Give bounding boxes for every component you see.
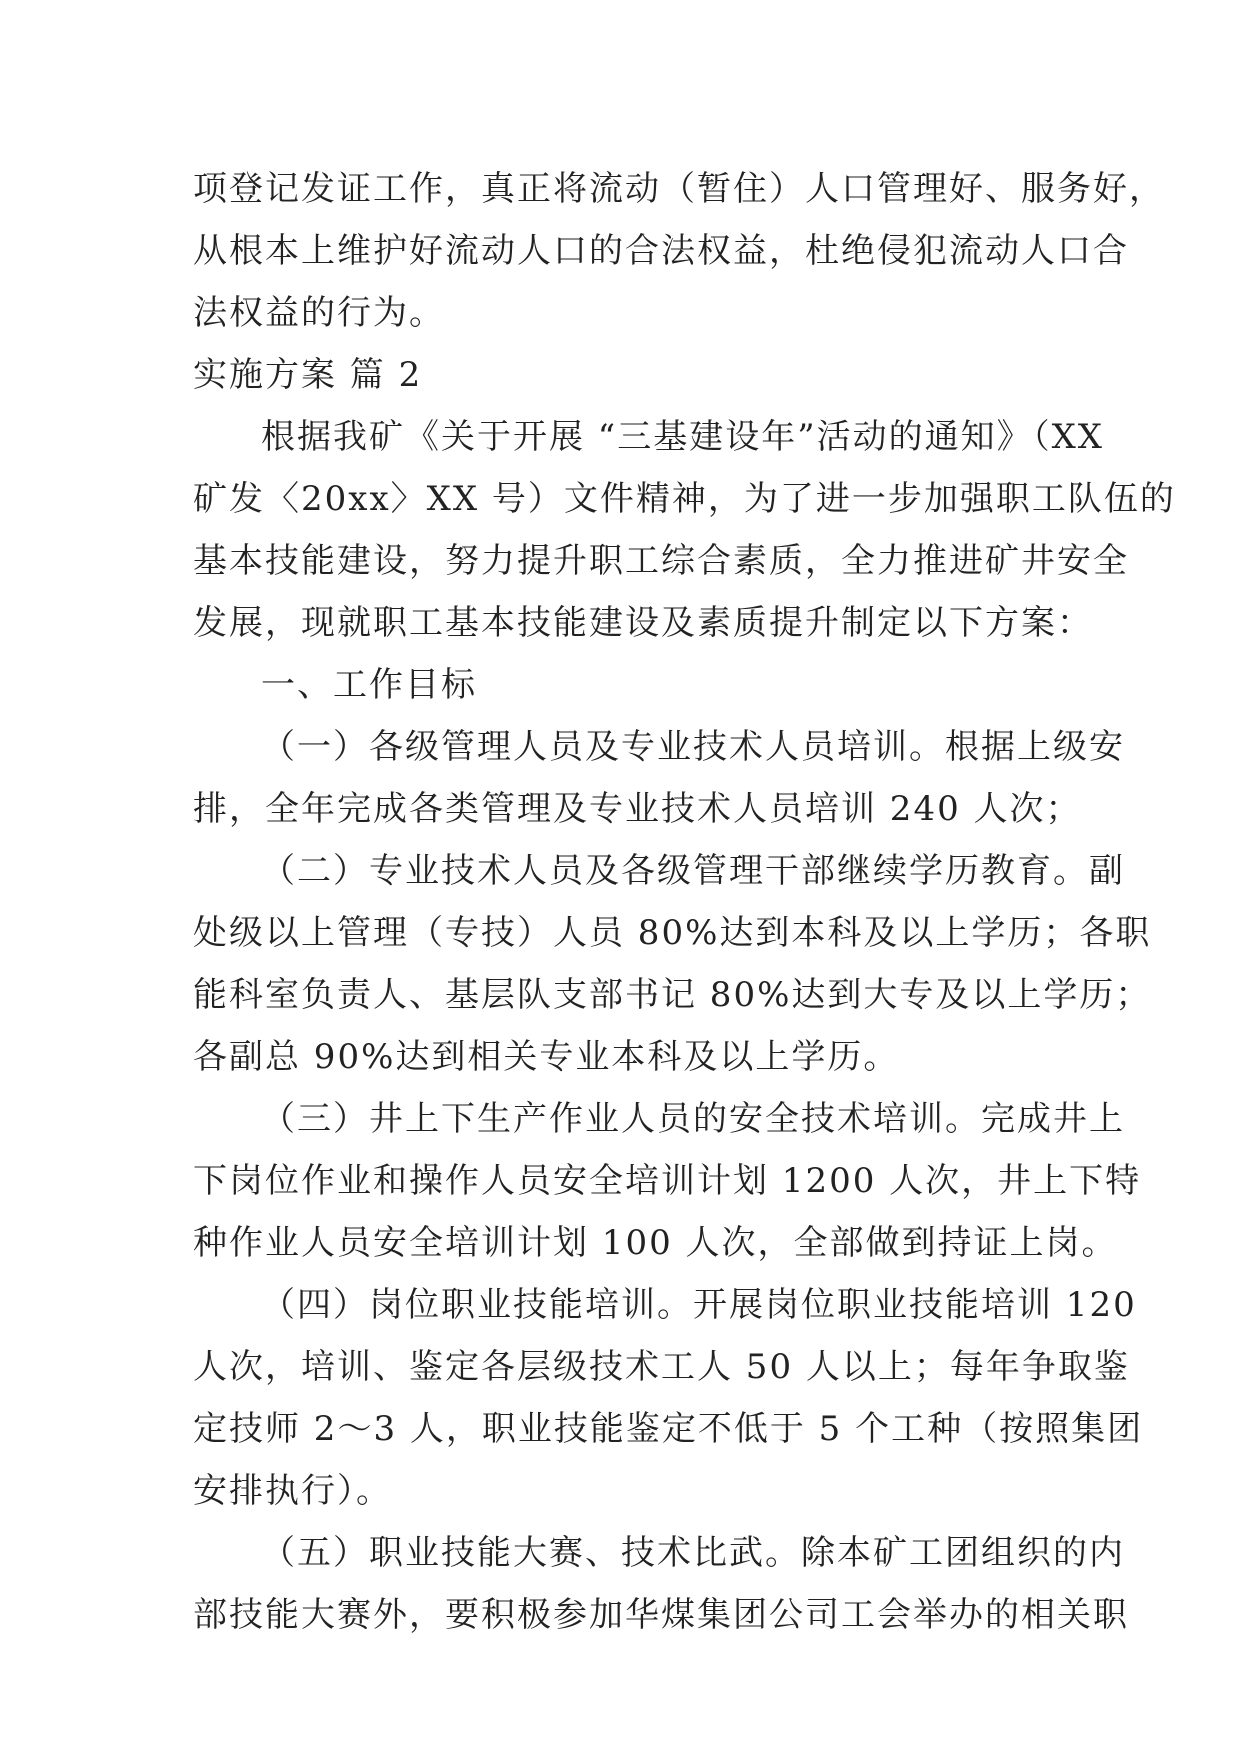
text-line: 安排执行）。 [193,1471,392,1511]
text-line: 部技能大赛外，要积极参加华煤集团公司工会举办的相关职 [193,1595,1129,1635]
text-line: （四）岗位职业技能培训。开展岗位职业技能培训 120 [261,1285,1137,1325]
subsection-heading: 一、工作目标 [261,665,477,705]
text-line: 处级以上管理（专技）人员 80%达到本科及以上学历；各职 [193,913,1152,953]
text-line: 人次，培训、鉴定各层级技术工人 50 人以上；每年争取鉴 [193,1347,1130,1387]
text-line: （五）职业技能大赛、技术比武。除本矿工团组织的内 [261,1533,1125,1573]
text-line: 根据我矿《关于开展 “三基建设年”活动的通知》（XX [261,417,1104,457]
document-body [193,158,1176,1646]
text-line: （三）井上下生产作业人员的安全技术培训。完成井上 [261,1099,1125,1139]
text-line: 下岗位作业和操作人员安全培训计划 1200 人次，井上下特 [193,1161,1142,1201]
text-line: 从根本上维护好流动人口的合法权益，杜绝侵犯流动人口合 [193,231,1129,271]
text-line: 能科室负责人、基层队支部书记 80%达到大专及以上学历； [193,975,1152,1015]
section-heading: 实施方案 篇 2 [193,355,423,395]
text-line: 排，全年完成各类管理及专业技术人员培训 240 人次； [193,789,1082,829]
text-line: 定技师 2～3 人，职业技能鉴定不低于 5 个工种（按照集团 [193,1409,1144,1449]
text-line: 项登记发证工作，真正将流动（暂住）人口管理好、服务好， [193,169,1165,209]
text-line: 各副总 90%达到相关专业本科及以上学历。 [193,1037,900,1077]
text-line: 矿发〈20xx〉XX 号）文件精神，为了进一步加强职工队伍的 [193,479,1176,519]
text-line: 法权益的行为。 [193,293,445,333]
text-line: 种作业人员安全培训计划 100 人次，全部做到持证上岗。 [193,1223,1118,1263]
text-line: （一）各级管理人员及专业技术人员培训。根据上级安 [261,727,1125,767]
text-line: （二）专业技术人员及各级管理干部继续学历教育。副 [261,851,1125,891]
text-line: 发展，现就职工基本技能建设及素质提升制定以下方案： [193,603,1093,643]
text-line: 基本技能建设，努力提升职工综合素质，全力推进矿井安全 [193,541,1129,581]
